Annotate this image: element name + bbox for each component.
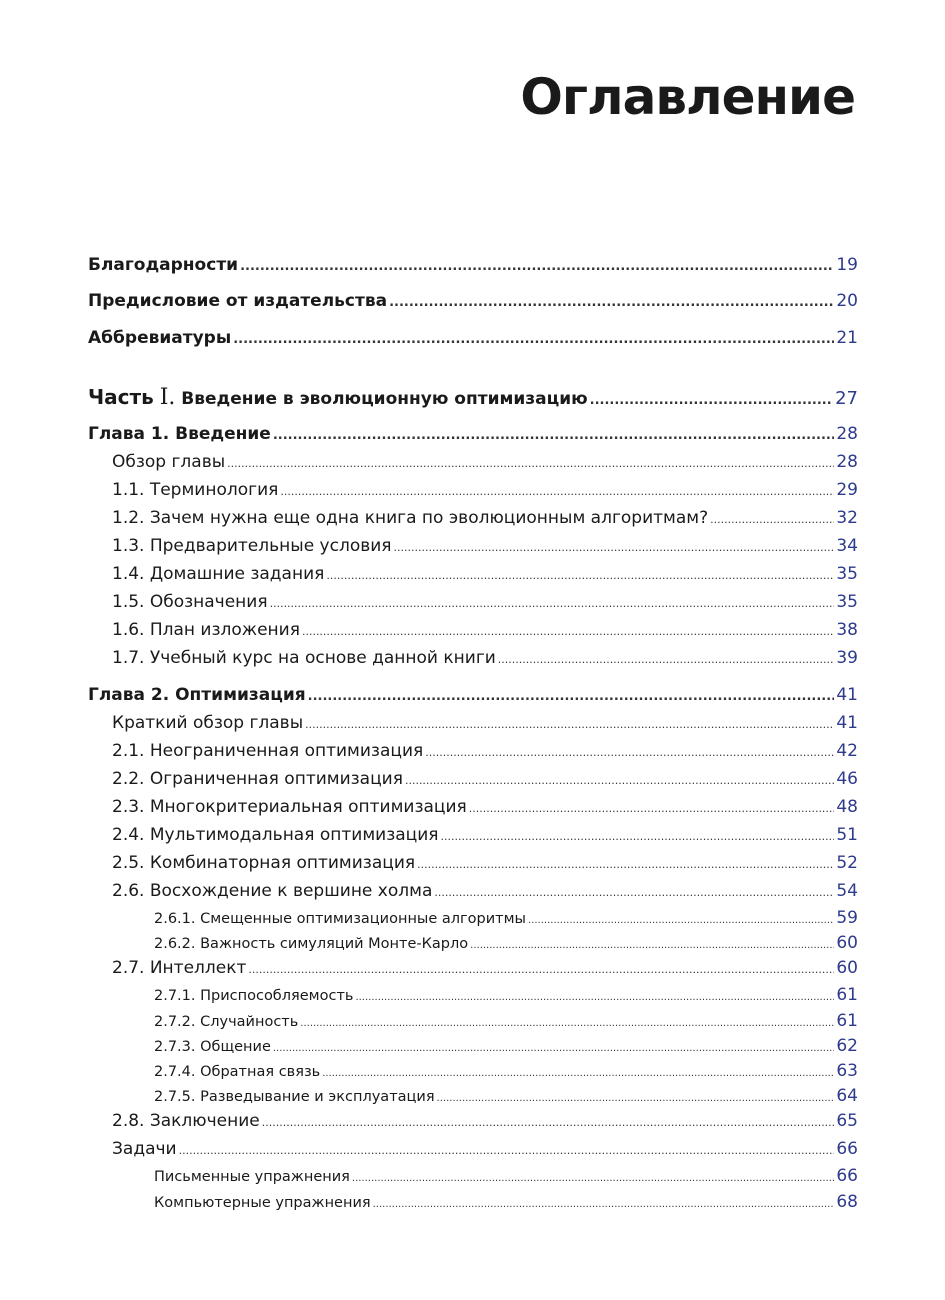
toc-entry[interactable] [88, 1166, 858, 1188]
toc-entry-abbreviations[interactable] [88, 328, 858, 352]
toc-entry[interactable] [88, 985, 858, 1007]
dot-leader [352, 1173, 834, 1184]
toc-entry-label: 2.8. Заключение [112, 1111, 260, 1131]
toc-page-number: 46 [836, 769, 858, 789]
toc-entry[interactable] [88, 508, 858, 532]
toc-page-number: 65 [836, 1111, 858, 1131]
toc-entry-label: 2.6.2. Важность симуляций Монте-Карло [154, 936, 469, 952]
dot-leader [389, 295, 834, 310]
toc-entry-label: 2.7.4. Обратная связь [154, 1064, 321, 1080]
toc-entry[interactable] [88, 1036, 858, 1058]
toc-entry-label: Предисловие от издательства [88, 291, 388, 311]
toc-entry-label: Аббревиатуры [88, 328, 232, 348]
dot-leader [273, 1043, 834, 1054]
toc-entry-chapter-1[interactable] [88, 424, 858, 448]
dot-leader [262, 1116, 835, 1129]
toc-entry-label: 1.5. Обозначения [112, 592, 268, 612]
toc-page-number: 35 [836, 592, 858, 612]
toc-entry-label: 2.7.2. Случайность [154, 1014, 299, 1030]
toc-entry[interactable] [88, 958, 858, 982]
toc-entry[interactable] [88, 933, 858, 955]
toc-entry[interactable] [88, 908, 858, 930]
toc-entry[interactable] [88, 1011, 858, 1033]
toc-entry-publisher-preface[interactable] [88, 291, 858, 315]
dot-leader [394, 541, 835, 554]
dot-leader [326, 569, 834, 582]
toc-page-number: 41 [836, 713, 858, 733]
toc-page-number: 20 [836, 291, 858, 311]
dot-leader [248, 963, 834, 976]
dot-leader [322, 1068, 834, 1079]
toc-entry-label: 2.7.1. Приспособляемость [154, 988, 354, 1004]
part-word: Часть [88, 385, 154, 409]
dot-leader [437, 1093, 835, 1104]
toc-entry[interactable] [88, 620, 858, 644]
toc-entry-label: 2.7.3. Общение [154, 1039, 271, 1055]
toc-entry-label: Глава 2. Оптимизация [88, 685, 306, 705]
toc-entry-label: 1.1. Терминология [112, 480, 279, 500]
toc-page-number: 19 [836, 255, 858, 275]
toc-entry[interactable] [88, 1192, 858, 1214]
toc-page-number: 66 [836, 1139, 858, 1159]
toc-entry-label: Глава 1. Введение [88, 424, 271, 444]
toc-page-number: 60 [836, 958, 858, 978]
toc-entry-label: 1.2. Зачем нужна еще одна книга по эволюционным алгоритмам? [112, 508, 709, 528]
toc-entry[interactable] [88, 1139, 858, 1163]
toc-entry[interactable] [88, 825, 858, 849]
toc-part-label [88, 385, 588, 410]
dot-leader [355, 992, 834, 1003]
toc-entry-label: Благодарности [88, 255, 239, 275]
toc-page-number: 39 [836, 648, 858, 668]
toc-page-number: 35 [836, 564, 858, 584]
toc-page-number: 28 [836, 452, 858, 472]
toc-entry-label: 1.6. План изложения [112, 620, 300, 640]
toc-entry-label: Задачи [112, 1139, 177, 1159]
toc-entry[interactable] [88, 592, 858, 616]
toc-entry[interactable] [88, 536, 858, 560]
toc-entry-label: 2.7.5. Разведывание и эксплуатация [154, 1089, 435, 1105]
dot-leader [590, 393, 833, 408]
toc-page-number: 41 [836, 685, 858, 705]
toc-page-number: 51 [836, 825, 858, 845]
toc-entry-label: Компьютерные упражнения [154, 1195, 371, 1211]
toc-page-number: 42 [836, 741, 858, 761]
dot-leader [469, 802, 835, 815]
toc-page-number: 68 [836, 1192, 858, 1212]
dot-leader [417, 858, 834, 871]
toc-page-number: 64 [836, 1086, 858, 1106]
toc-page-number: 54 [836, 881, 858, 901]
toc-entry-label: Обзор главы [112, 452, 226, 472]
dot-leader [280, 485, 834, 498]
dot-leader [227, 457, 834, 470]
toc-entry-label: 2.1. Неограниченная оптимизация [112, 741, 424, 761]
toc-page-number: 61 [836, 985, 858, 1005]
toc-entry[interactable] [88, 741, 858, 765]
toc-entry-label: Письменные упражнения [154, 1169, 350, 1185]
toc-entry-label: Краткий обзор главы [112, 713, 304, 733]
part-number: I. [159, 385, 176, 410]
dot-leader [434, 886, 834, 899]
toc-entry[interactable] [88, 713, 858, 737]
toc-entry-part-1[interactable] [88, 385, 858, 413]
toc-entry[interactable] [88, 648, 858, 672]
toc-page-number: 38 [836, 620, 858, 640]
toc-page-number: 52 [836, 853, 858, 873]
dot-leader [470, 940, 834, 951]
dot-leader [425, 746, 834, 759]
toc-page-number: 66 [836, 1166, 858, 1186]
dot-leader [300, 1018, 834, 1029]
toc-entry-label: 1.3. Предварительные условия [112, 536, 392, 556]
toc-entry[interactable] [88, 1061, 858, 1083]
toc-entry[interactable] [88, 797, 858, 821]
toc-page-number: 21 [836, 328, 858, 348]
toc-entry-chapter-2[interactable] [88, 685, 858, 709]
dot-leader [270, 597, 835, 610]
toc-page-number: 60 [836, 933, 858, 953]
toc-page-number: 28 [836, 424, 858, 444]
toc-entry-label: 2.5. Комбинаторная оптимизация [112, 853, 416, 873]
toc-entry[interactable] [88, 881, 858, 905]
dot-leader [179, 1144, 835, 1157]
toc-page-number: 29 [836, 480, 858, 500]
toc-entry-label: 2.2. Ограниченная оптимизация [112, 769, 403, 789]
toc-page-number: 27 [835, 388, 858, 409]
toc-entry[interactable] [88, 452, 858, 476]
page-title: Оглавление [520, 68, 855, 126]
toc-entry-label: 1.7. Учебный курс на основе данной книги [112, 648, 496, 668]
toc-entry-label: 2.7. Интеллект [112, 958, 247, 978]
toc-page-number: 61 [836, 1011, 858, 1031]
toc-entry-label: 2.3. Многокритериальная оптимизация [112, 797, 467, 817]
toc-page-number: 59 [836, 908, 858, 928]
toc-entry[interactable] [88, 564, 858, 588]
toc-entry-label: 2.6.1. Смещенные оптимизационные алгоритмы [154, 911, 527, 927]
dot-leader [240, 259, 834, 274]
toc-page-number: 62 [836, 1036, 858, 1056]
part-title: Введение в эволюционную оптимизацию [181, 389, 588, 409]
toc-page-number: 32 [836, 508, 858, 528]
toc-page-number: 34 [836, 536, 858, 556]
dot-leader [233, 332, 834, 347]
dot-leader [528, 915, 834, 926]
dot-leader [498, 653, 835, 666]
toc-entry-label: 2.4. Мультимодальная оптимизация [112, 825, 439, 845]
dot-leader [302, 625, 834, 638]
toc-entry-label: 1.4. Домашние задания [112, 564, 325, 584]
dot-leader [710, 513, 834, 526]
toc-page-number: 63 [836, 1061, 858, 1081]
dot-leader [373, 1199, 835, 1210]
dot-leader [405, 774, 834, 787]
toc-entry[interactable] [88, 769, 858, 793]
toc-entry[interactable] [88, 480, 858, 504]
toc-entry[interactable] [88, 1111, 858, 1135]
dot-leader [273, 428, 835, 443]
toc-entry-label: 2.6. Восхождение к вершине холма [112, 881, 433, 901]
dot-leader [305, 718, 834, 731]
toc-entry[interactable] [88, 853, 858, 877]
dot-leader [308, 689, 835, 704]
toc-entry[interactable] [88, 1086, 858, 1108]
toc-page-number: 48 [836, 797, 858, 817]
toc-entry-acknowledgements[interactable] [88, 255, 858, 279]
dot-leader [441, 830, 835, 843]
